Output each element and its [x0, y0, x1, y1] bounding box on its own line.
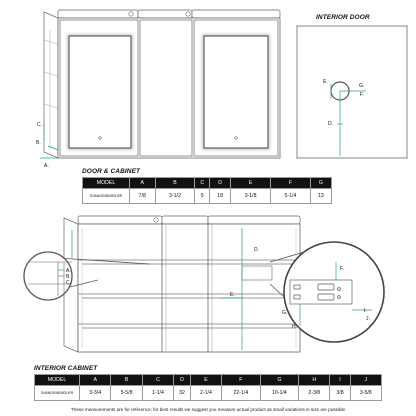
interior-cabinet-header-cell: F: [222, 375, 260, 386]
interior-label-f: F.: [340, 266, 344, 272]
interior-label-c: C.: [66, 280, 71, 286]
left-mirror-door: [60, 20, 138, 156]
door-cabinet-value-cell: 5: [195, 189, 210, 204]
cabinet-side-panel: [44, 12, 58, 158]
door-cabinet-header-cell: E: [231, 178, 271, 189]
interior-label-j: J.: [366, 316, 370, 322]
touch-sensor-icon: [99, 137, 102, 140]
interior-cabinet-header-cell: D: [174, 375, 191, 386]
door-cabinet-value-cell: 7/8: [130, 189, 156, 204]
interior-cabinet-header-cell: A: [80, 375, 111, 386]
interior-cabinet-value-cell: 22-1/4: [222, 386, 260, 401]
interior-cabinet-header-row: [35, 375, 382, 386]
front-label-c: C.: [37, 122, 42, 128]
door-cabinet-header-cell: G: [310, 178, 331, 189]
door-cabinet-value-cell: 18: [210, 189, 231, 204]
interior-cabinet-value-row: [35, 386, 382, 401]
front-label-a: A.: [44, 163, 49, 169]
interior-cabinet-value-cell: 2-3/8: [299, 386, 330, 401]
door-cabinet-header-cell: C: [195, 178, 210, 189]
interior-cabinet-value-cell: 2-1/4: [190, 386, 221, 401]
interior-label-d: D.: [254, 247, 259, 253]
door-cabinet-table: [82, 177, 332, 204]
door-cabinet-model-cell: SVANGENEMDLRR: [83, 189, 130, 204]
door-cabinet-header-cell: F: [271, 178, 311, 189]
door-cabinet-title: DOOR & CABINET: [82, 168, 141, 175]
interior-cabinet-value-cell: 3/8: [330, 386, 350, 401]
interior-door-title: INTERIOR DOOR: [316, 14, 370, 21]
interior-cabinet-value-cell: 5-5/8: [111, 386, 142, 401]
door-cabinet-value-row: [83, 189, 332, 204]
interior-cabinet-header-cell: G: [260, 375, 298, 386]
door-cabinet-header-cell: B: [155, 178, 195, 189]
interior-door-label-g: G.: [359, 83, 365, 89]
interior-label-b: B.: [66, 274, 71, 280]
footnote: These measurements are for reference; for best results we suggest you measure actual product as small variations in size are possible: [70, 407, 346, 412]
door-cabinet-header-row: [83, 178, 332, 189]
interior-cabinet-header-cell: B: [111, 375, 142, 386]
door-cabinet-header-cell: A: [130, 178, 156, 189]
cabinet-crown: [58, 10, 280, 18]
interior-label-a: A.: [66, 268, 71, 274]
door-cabinet-header-cell: D: [210, 178, 231, 189]
interior-label-i: I.: [364, 308, 367, 314]
interior-cabinet-value-cell: 3-5/8: [350, 386, 381, 401]
interior-label-g: G.: [282, 310, 288, 316]
interior-cabinet-header-cell: J: [350, 375, 381, 386]
right-mirror-door: [194, 20, 278, 156]
interior-cabinet-value-cell: 10-1/4: [260, 386, 298, 401]
interior-cabinet-value-cell: 3-3/4: [80, 386, 111, 401]
interior-label-h: H.: [292, 324, 297, 330]
interior-door-label-f: F.: [360, 92, 364, 98]
door-cabinet-value-cell: 3-1/2: [155, 189, 195, 204]
interior-door-label-d: D.: [328, 121, 333, 127]
interior-label-e: E.: [230, 292, 235, 298]
interior-cabinet-header-cell: MODEL: [35, 375, 80, 386]
interior-cabinet-value-cell: 1-1/4: [142, 386, 173, 401]
interior-door-label-e: E.: [323, 79, 328, 85]
center-door: [140, 20, 192, 156]
interior-cabinet-view: [24, 216, 384, 352]
interior-cabinet-model-cell: SVANGENEMDLRR: [35, 386, 80, 401]
interior-cabinet-header-cell: C: [142, 375, 173, 386]
touch-sensor-icon: [235, 137, 238, 140]
door-cabinet-value-cell: 13: [310, 189, 331, 204]
interior-cabinet-header-cell: I: [330, 375, 350, 386]
door-cabinet-value-cell: 3-1/8: [231, 189, 271, 204]
interior-cabinet-header-cell: E: [190, 375, 221, 386]
interior-cabinet-value-cell: 32: [174, 386, 191, 401]
door-cabinet-value-cell: 5-1/4: [271, 189, 311, 204]
front-label-b: B.: [36, 140, 41, 146]
interior-door-view: [297, 26, 407, 158]
interior-cabinet-table: [34, 374, 382, 401]
interior-cabinet-title: INTERIOR CABINET: [34, 365, 98, 372]
door-cabinet-header-cell: MODEL: [83, 178, 130, 189]
interior-cabinet-header-cell: H: [299, 375, 330, 386]
